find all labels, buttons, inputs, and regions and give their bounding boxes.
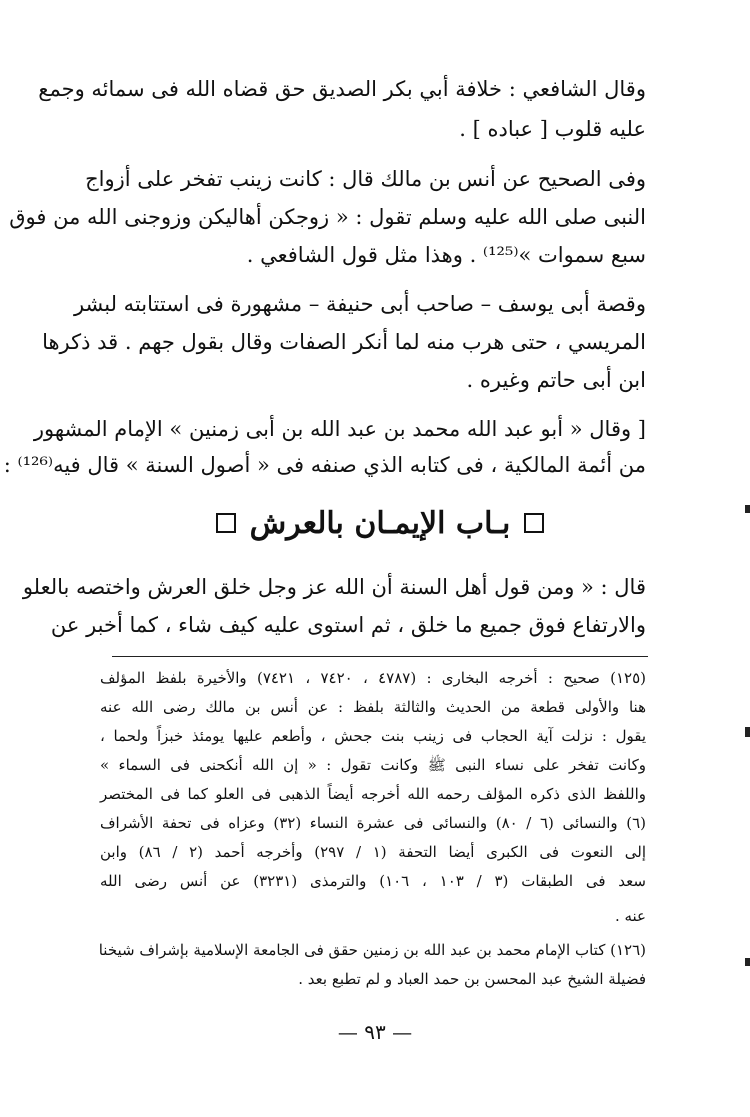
footnote-line: يقول : نزلت آية الحجاب فى زينب بنت جحش ، وأطعم عليها يومئذ خبزاً ولحما ،	[100, 727, 646, 745]
heading-title: بـاب الإيمـان بالعرش	[249, 505, 511, 541]
scan-edge-mark	[745, 958, 750, 966]
footnote-line: سعد فى الطبقات (٣ / ١٠٣ ، ١٠٦) والترمذى (٣٢٣١) عن أنس رضى الله	[100, 872, 646, 890]
text-line: وقصة أبى يوسف – صاحب أبى حنيفة – مشهورة فى استتابته لبشر	[73, 292, 646, 316]
footnote-line: إلى النعوت فى الكبرى أيضا التحفة (١ / ٢٩٧) وأخرجه أحمد (٢ / ٨٦) وابن	[100, 843, 646, 861]
text-line: من أئمة المالكية ، فى كتابه الذي صنفه فى « أصول السنة » قال فيه⁽¹²⁶⁾ :	[3, 453, 646, 477]
text-line: ابن أبى حاتم وغيره .	[466, 368, 646, 392]
page-number: — ٩٣ —	[337, 1020, 413, 1044]
text-line: وفى الصحيح عن أنس بن مالك قال : كانت زينب تفخر على أزواج	[85, 167, 646, 191]
text-line: المريسي ، حتى هرب منه لما أنكر الصفات وقال بقول جهم . قد ذكرها	[42, 330, 646, 354]
text-line: عليه قلوب [ عباده ] .	[459, 117, 646, 141]
footnote-line: فضيلة الشيخ عبد المحسن بن حمد العباد و لم تطبع بعد .	[298, 970, 646, 988]
footnote-line: هنا والأولى قطعة من الحديث والثالثة بلفظ : عن أنس بن مالك رضى الله عنه	[100, 698, 646, 716]
scan-edge-mark	[745, 505, 750, 513]
footnote-line: واللفظ الذى ذكره المؤلف رحمه الله أخرجه أيضاً الذهبى فى العلو كما فى المختصر	[100, 785, 646, 803]
text-line: وقال الشافعي : خلافة أبي بكر الصديق حق قضاه الله فى سمائه وجمع	[38, 77, 646, 101]
scan-edge-mark	[745, 727, 750, 737]
text-line: قال : « ومن قول أهل السنة أن الله عز وجل خلق العرش واختصه بالعلو	[22, 575, 646, 599]
text-line: سبع سموات »⁽¹²⁵⁾ . وهذا مثل قول الشافعي .	[246, 243, 646, 267]
footnote-divider	[112, 656, 648, 657]
footnote-line: (١٢٥) صحيح : أخرجه البخارى : (٤٧٨٧ ، ٧٤٢٠ ، ٧٤٢١) والأخيرة بلفظ المؤلف	[100, 669, 646, 687]
text-line: والارتفاع فوق جميع ما خلق ، ثم استوى عليه كيف شاء ، كما أخبر عن	[50, 613, 646, 637]
footnote-line: (١٢٦) كتاب الإمام محمد بن عبد الله بن زمنين حقق فى الجامعة الإسلامية بإشراف شيخنا	[98, 941, 646, 959]
footnote-line: (٦) والنسائى (٦ / ٨٠) والنسائى فى عشرة النساء (٣٢) وعزاه فى تحفة الأشراف	[100, 814, 646, 832]
section-heading	[200, 498, 560, 548]
text-line: [ وقال « أبو عبد الله محمد بن عبد الله بن أبى زمنين » الإمام المشهور	[33, 417, 646, 441]
square-ornament-icon	[524, 513, 544, 533]
footnote-line: عنه .	[614, 907, 646, 925]
square-ornament-icon	[216, 513, 236, 533]
footnote-line: وكانت تفخر على نساء النبى ﷺ وكانت تقول : « إن الله أنكحنى فى السماء »	[100, 756, 646, 774]
text-line: النبى صلى الله عليه وسلم تقول : « زوجكن أهاليكن وزوجنى الله من فوق	[9, 205, 646, 229]
